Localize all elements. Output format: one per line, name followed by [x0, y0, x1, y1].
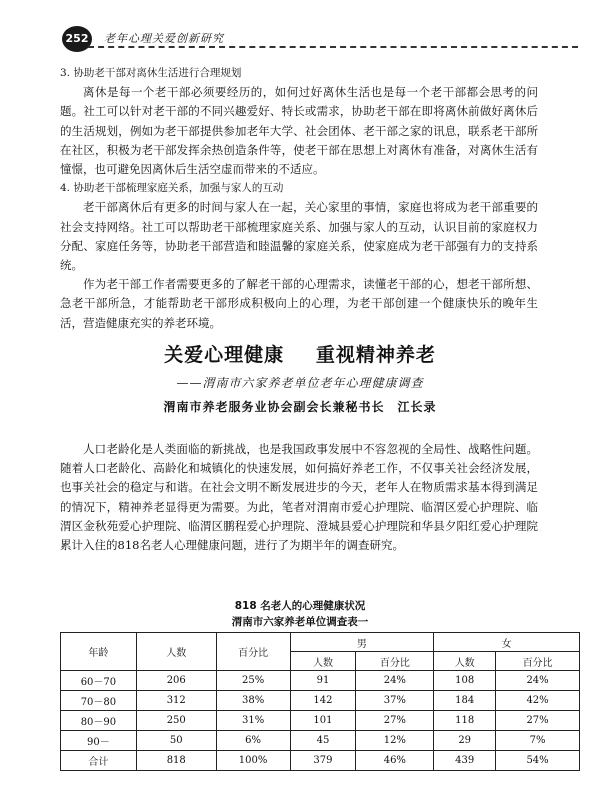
article-title-part2: 重视精神养老	[315, 344, 436, 366]
paragraph-family-relations: 老干部离休后有更多的时间与家人在一起，关心家里的事情，家庭也将成为老干部重要的社会支持网络。社工可以帮助老干部梳理家庭关系、加强与家人的互动，认识目前的家庭权力分配、家庭任务等，协助老干部营造和睦温馨的家庭关系，使家庭成为老干部强有力的支持系统。	[60, 200, 538, 273]
table-cell: 118	[434, 711, 496, 731]
table-cell: 46%	[356, 751, 434, 771]
page-number-badge: 252	[62, 26, 92, 52]
heading-item-4: 4. 协助老干部梳理家庭关系，加强与家人的互动	[60, 182, 284, 195]
heading-item-3: 3. 协助老干部对离休生活进行合理规划	[60, 67, 242, 79]
table-cell: 24%	[356, 671, 434, 691]
article-body	[60, 440, 538, 555]
header-age: 年龄	[61, 633, 137, 671]
table-cell: 27%	[356, 711, 434, 731]
header-male-count: 人数	[290, 652, 356, 671]
table-cell: 60－70	[61, 671, 137, 691]
table-total-row	[61, 751, 580, 771]
article-author: 渭南市养老服务业协会副会长兼秘书长 江长录	[163, 400, 437, 414]
table-row	[61, 711, 580, 731]
health-status-table	[60, 632, 580, 771]
table-cell: 312	[136, 691, 216, 711]
article-title	[0, 340, 600, 367]
table-cell: 45	[290, 731, 356, 751]
table-row	[61, 671, 580, 691]
table-subcaption: 渭南市六家养老单位调查表一	[231, 616, 369, 628]
table-cell: 250	[136, 711, 216, 731]
table-cell: 91	[290, 671, 356, 691]
table-cell: 100%	[216, 751, 290, 771]
table-cell: 70－80	[61, 691, 137, 711]
header-female-percent: 百分比	[496, 652, 580, 671]
article-title-part1: 关爱心理健康	[164, 344, 285, 366]
header-rule	[88, 46, 578, 48]
table-caption: 818 名老人的心理健康状况	[234, 600, 366, 612]
table-cell: 25%	[216, 671, 290, 691]
header-female: 女	[434, 633, 580, 652]
previous-section-text	[60, 64, 538, 333]
table-cell: 439	[434, 751, 496, 771]
paragraph-closing: 作为老干部工作者需要更多的了解老干部的心理需求，读懂老干部的心，想老干部所想、急老干部所急，才能帮助老干部形成积极向上的心理，为老干部创建一个健康快乐的晚年生活，营造健康充实的养老环境。	[60, 277, 538, 330]
table-cell: 54%	[496, 751, 580, 771]
header-percent: 百分比	[216, 633, 290, 671]
header-count: 人数	[136, 633, 216, 671]
table-cell: 12%	[356, 731, 434, 751]
table-cell: 38%	[216, 691, 290, 711]
table-row	[61, 691, 580, 711]
paragraph-retirement-planning: 离休是每一个老干部必须要经历的，如何过好离休生活也是每一个老干部都会思考的问题。社工可以针对老干部的不同兴趣爱好、特长或需求，协助老干部在即将离休前做好离休后的生活规划，例如为老干部提供参加老年大学、社会团体、老干部之家的讯息，联系老干部所在社区，积极为老干部发挥余热创造条件等，使老干部在思想上对离休有准备，对离休生活有憧憬，也可避免因离休后生活空虚而带来的不适应。	[60, 85, 538, 177]
table-cell: 37%	[356, 691, 434, 711]
header-female-count: 人数	[434, 652, 496, 671]
table-cell: 42%	[496, 691, 580, 711]
header-male: 男	[290, 633, 434, 652]
book-title: 老年心理关爱创新研究	[104, 32, 224, 45]
table-cell: 184	[434, 691, 496, 711]
article-subtitle: ——渭南市六家养老单位老年心理健康调查	[176, 376, 424, 390]
table-cell: 142	[290, 691, 356, 711]
table-cell: 818	[136, 751, 216, 771]
table-cell: 29	[434, 731, 496, 751]
table-cell: 90－	[61, 731, 137, 751]
header-male-percent: 百分比	[356, 652, 434, 671]
table-cell: 50	[136, 731, 216, 751]
table-cell: 101	[290, 711, 356, 731]
running-header	[58, 22, 578, 58]
table-cell: 27%	[496, 711, 580, 731]
table-row	[61, 731, 580, 751]
table-cell: 206	[136, 671, 216, 691]
table-cell: 379	[290, 751, 356, 771]
table-cell: 80－90	[61, 711, 137, 731]
table-cell: 108	[434, 671, 496, 691]
table-cell: 合计	[61, 751, 137, 771]
table-cell: 7%	[496, 731, 580, 751]
table-cell: 31%	[216, 711, 290, 731]
table-cell: 6%	[216, 731, 290, 751]
table-cell: 24%	[496, 671, 580, 691]
table-header-row	[61, 633, 580, 652]
paragraph-intro: 人口老龄化是人类面临的新挑战，也是我国政事发展中不容忽视的全局性、战略性问题。随着人口老龄化、高龄化和城镇化的快速发展，如何搞好养老工作，不仅事关社会经济发展，也事关社会的稳定与和谐。在社会文明不断发展进步的今天，老年人在物质需求基本得到满足的情况下，精神养老显得更为需要。为此，笔者对渭南市爱心护理院、临渭区爱心护理院、临渭区金秋苑爱心护理院、临渭区鹏程爱心护理院、澄城县爱心护理院和华县夕阳红爱心护理院累计入住的818名老人心理健康问题，进行了为期半年的调查研究。	[60, 442, 538, 553]
